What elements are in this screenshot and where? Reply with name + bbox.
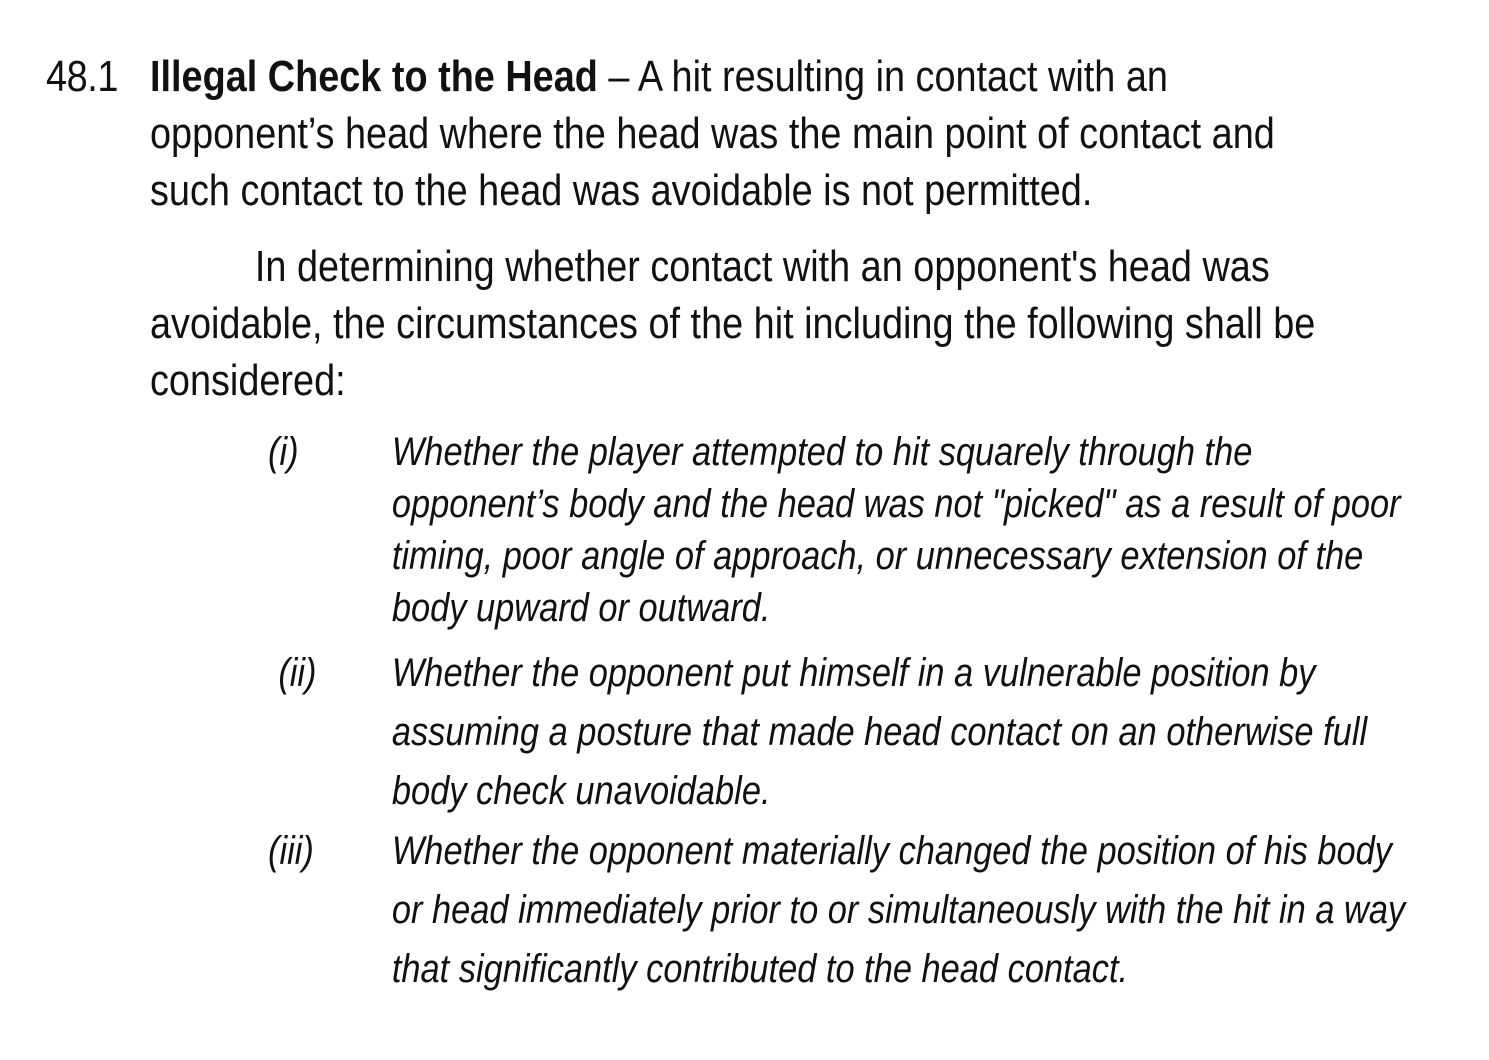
rule-intro-line-2: opponent’s head where the head was the main point of contact and: [150, 109, 1275, 158]
item-line: or head immediately prior to or simultaneously with the hit in a way: [391, 888, 1406, 932]
item-text: [392, 644, 1367, 821]
rule-intro-line: [150, 48, 1294, 105]
item-line: body check unavoidable.: [391, 769, 771, 813]
item-line: body upward or outward.: [391, 586, 771, 630]
item-number: (ii): [278, 651, 317, 695]
rule-intro: [150, 48, 1294, 219]
paragraph-line-2: avoidable, the circumstances of the hit including the following shall be: [150, 299, 1316, 348]
item-line: timing, poor angle of approach, or unnecessary extension of the: [391, 534, 1364, 578]
item-text: [392, 426, 1401, 634]
paragraph-line-1: In determining whether contact with an opponent's head was: [254, 242, 1270, 291]
item-line: Whether the opponent materially changed the position of his body: [391, 829, 1392, 873]
item-line: that significantly contributed to the head contact.: [391, 947, 1129, 991]
rule-intro-line-3: such contact to the head was avoidable is not permitted.: [150, 166, 1093, 215]
item-text: [392, 822, 1405, 999]
item-line: assuming a posture that made head contact on an otherwise full: [391, 710, 1368, 754]
item-number: (iii): [268, 829, 314, 873]
item-number: (i): [268, 430, 299, 474]
paragraph-line: [150, 238, 1315, 295]
item-line: opponent’s body and the head was not "picked" as a result of poor: [391, 482, 1401, 526]
paragraph-line-3: considered:: [150, 356, 346, 405]
rule-number: 48.1: [46, 52, 118, 101]
item-line: Whether the opponent put himself in a vulnerable position by: [391, 651, 1316, 695]
determination-paragraph: [150, 238, 1315, 409]
rule-title: Illegal Check to the Head: [150, 52, 598, 101]
rule-intro-line-1: – A hit resulting in contact with an: [597, 52, 1168, 101]
item-line: Whether the player attempted to hit squarely through the: [391, 430, 1253, 474]
